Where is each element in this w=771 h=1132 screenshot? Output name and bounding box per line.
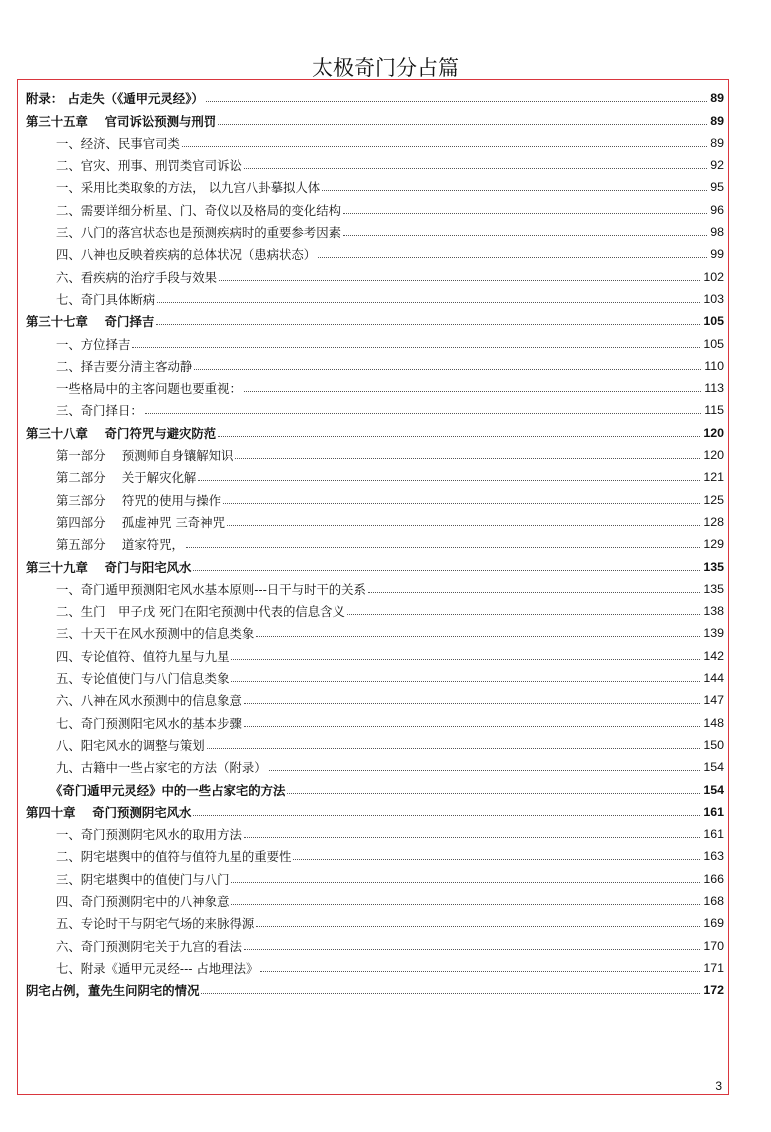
toc-entry-page-number: 154 [703,782,724,797]
toc-section-entry[interactable] [26,530,724,552]
toc-entry-page-number: 121 [703,470,724,485]
toc-entry-page-number: 171 [703,960,724,975]
toc-entry-page-number: 147 [703,693,724,708]
toc-entry-page-number: 92 [710,158,724,173]
toc-dot-leader [368,592,700,593]
toc-section-entry[interactable] [26,775,724,797]
toc-dot-leader [347,614,700,615]
toc-dot-leader [287,793,700,794]
toc-dot-leader [244,703,700,704]
toc-dot-leader [223,503,700,504]
toc-entry-label: 五、专论值使门与八门信息类象 [56,671,230,687]
toc-dot-leader [206,101,707,102]
toc-entry-page-number: 120 [703,425,724,440]
toc-entry-label: 第三十七章 奇门择吉 [26,314,155,330]
toc-entry-page-number: 135 [703,581,724,596]
toc-entry-label: 二、需要详细分析星、门、奇仪以及格局的变化结构 [56,202,341,218]
toc-entry-page-number: 172 [703,983,724,998]
toc-entry-page-number: 169 [703,916,724,931]
toc-dot-leader [322,190,707,191]
toc-dot-leader [318,257,707,258]
toc-entry-page-number: 89 [710,113,724,128]
toc-section-entry[interactable] [26,352,724,374]
toc-dot-leader [256,926,700,927]
toc-entry-page-number: 96 [710,202,724,217]
toc-entry-page-number: 148 [703,715,724,730]
toc-dot-leader [231,659,700,660]
toc-section-entry[interactable] [26,218,724,240]
toc-entry-label: 七、奇门具体断病 [56,291,156,307]
toc-entry-label: 第三部分 符咒的使用与操作 [56,492,222,508]
toc-entry-label: 第五部分 道家符咒， [56,537,184,553]
toc-chapter-entry[interactable] [26,84,724,106]
toc-dot-leader [244,726,700,727]
toc-entry-page-number: 168 [703,893,724,908]
toc-entry-page-number: 95 [710,180,724,195]
toc-dot-leader [198,480,700,481]
toc-entry-page-number: 115 [704,403,724,418]
toc-entry-page-number: 163 [703,849,724,864]
toc-dot-leader [201,993,700,994]
toc-chapter-entry[interactable] [26,106,724,128]
toc-chapter-entry[interactable] [26,307,724,329]
toc-section-entry[interactable] [26,129,724,151]
toc-dot-leader [269,770,701,771]
toc-section-entry[interactable] [26,708,724,730]
toc-section-entry[interactable] [26,262,724,284]
toc-section-entry[interactable] [26,329,724,351]
toc-section-entry[interactable] [26,463,724,485]
toc-entry-page-number: 110 [704,358,724,373]
toc-entry-label: 四、奇门预测阴宅中的八神象意 [56,893,230,909]
toc-dot-leader [231,882,700,883]
toc-dot-leader [244,168,707,169]
toc-entry-label: 六、八神在风水预测中的信息象意 [56,693,242,709]
toc-entry-label: 五、专论时干与阴宅气场的来脉得源 [56,916,255,932]
toc-entry-page-number: 154 [703,760,724,775]
toc-section-entry[interactable] [26,842,724,864]
toc-entry-page-number: 161 [703,827,724,842]
toc-dot-leader [244,837,700,838]
toc-section-entry[interactable] [26,887,724,909]
toc-dot-leader [207,748,701,749]
toc-section-entry[interactable] [26,753,724,775]
toc-entry-page-number: 170 [703,938,724,953]
toc-section-entry[interactable] [26,909,724,931]
toc-entry-label: 第二部分 关于解灾化解 [56,470,197,486]
toc-entry-label: 七、奇门预测阳宅风水的基本步骤 [56,715,242,731]
toc-dot-leader [244,391,701,392]
toc-entry-label: 四、专论值符、值符九星与九星 [56,648,230,664]
toc-dot-leader [260,971,700,972]
toc-dot-leader [182,146,707,147]
toc-dot-leader [227,525,700,526]
toc-entry-page-number: 113 [704,381,724,396]
toc-entry-page-number: 105 [703,336,724,351]
toc-section-entry[interactable] [26,664,724,686]
toc-entry-page-number: 89 [710,135,724,150]
toc-section-entry[interactable] [26,173,724,195]
toc-entry-page-number: 129 [703,537,724,552]
toc-entry-page-number: 150 [703,737,724,752]
toc-section-entry[interactable] [26,285,724,307]
toc-entry-page-number: 144 [703,671,724,686]
toc-entry-label: 三、十天干在风水预测中的信息类象 [56,626,255,642]
toc-entry-label: 七、附录《遁甲元灵经--- 占地理法》 [56,960,259,976]
toc-entry-label: 三、阴宅堪舆中的值使门与八门 [56,871,230,887]
toc-section-entry[interactable] [26,485,724,507]
toc-entry-label: 《奇门遁甲元灵经》中的一些占家宅的方法 [50,782,286,798]
toc-entry-label: 第三十九章 奇门与阳宅风水 [26,559,192,575]
toc-entry-label: 二、阴宅堪舆中的值符与值符九星的重要性 [56,849,292,865]
toc-section-entry[interactable] [26,619,724,641]
toc-entry-label: 第四部分 孤虚神咒 三奇神咒 [56,514,225,530]
toc-dot-leader [194,369,701,370]
toc-dot-leader [343,235,707,236]
toc-entry-page-number: 99 [710,247,724,262]
toc-dot-leader [186,547,700,548]
toc-entry-page-number: 138 [703,604,724,619]
toc-dot-leader [218,124,707,125]
toc-entry-label: 九、古籍中一些占家宅的方法（附录） [56,760,267,776]
toc-entry-label: 一、经济、民事官司类 [56,135,180,151]
toc-dot-leader [193,815,700,816]
toc-entry-label: 二、择吉要分清主客动静 [56,358,193,374]
toc-entry-label: 二、生门 甲子戊 死门在阳宅预测中代表的信息含义 [56,604,345,620]
toc-entry-label: 四、八神也反映着疾病的总体状况（患病状态） [56,247,317,263]
toc-entry-label: 第三十八章 奇门符咒与避灾防范 [26,425,217,441]
toc-section-entry[interactable] [26,396,724,418]
toc-entry-page-number: 105 [703,314,724,329]
toc-section-entry[interactable] [26,441,724,463]
toc-section-entry[interactable] [26,575,724,597]
toc-dot-leader [157,302,700,303]
toc-entry-page-number: 102 [703,269,724,284]
toc-section-entry[interactable] [26,731,724,753]
toc-chapter-entry[interactable] [26,798,724,820]
toc-entry-label: 六、看疾病的治疗手段与效果 [56,269,218,285]
toc-entry-page-number: 166 [703,871,724,886]
toc-entry-label: 三、八门的落宫状态也是预测疾病时的重要参考因素 [56,225,341,241]
toc-entry-label: 一、奇门预测阴宅风水的取用方法 [56,827,242,843]
toc-section-entry[interactable] [26,195,724,217]
toc-entry-label: 阴宅占例，董先生问阴宅的情况 [26,983,200,999]
toc-dot-leader [231,681,700,682]
toc-entry-label: 第一部分 预测师自身镶解知识 [56,448,234,464]
toc-dot-leader [219,280,700,281]
toc-entry-page-number: 161 [703,804,724,819]
toc-entry-page-number: 142 [703,648,724,663]
toc-entry-label: 二、官灾、刑事、刑罚类官司诉讼 [56,158,242,174]
toc-chapter-entry[interactable] [26,552,724,574]
toc-entry-page-number: 120 [703,448,724,463]
toc-section-entry[interactable] [26,597,724,619]
toc-dot-leader [145,413,702,414]
toc-entry-page-number: 103 [703,291,724,306]
toc-section-entry[interactable] [26,931,724,953]
toc-section-entry[interactable] [26,864,724,886]
toc-chapter-entry[interactable] [26,418,724,440]
toc-entry-label: 一、奇门遁甲预测阳宅风水基本原则---日干与时干的关系 [56,581,366,597]
toc-dot-leader [293,859,700,860]
toc-dot-leader [235,458,700,459]
toc-dot-leader [256,636,700,637]
toc-entry-label: 八、阳宅风水的调整与策划 [56,737,205,753]
toc-entry-label: 第四十章 奇门预测阴宅风水 [26,804,192,820]
toc-entry-label: 第三十五章 官司诉讼预测与刑罚 [26,113,217,129]
toc-section-entry[interactable] [26,686,724,708]
toc-entry-page-number: 139 [703,626,724,641]
table-of-contents [26,84,724,998]
toc-section-entry[interactable] [26,508,724,530]
toc-dot-leader [193,570,700,571]
toc-section-entry[interactable] [26,240,724,262]
toc-entry-label: 三、奇门择日： [56,403,143,419]
toc-chapter-entry[interactable] [26,976,724,998]
toc-entry-page-number: 135 [703,559,724,574]
toc-section-entry[interactable] [26,954,724,976]
toc-section-entry[interactable] [26,641,724,663]
toc-entry-label: 附录： 占走失（《遁甲元灵经》） [26,91,204,107]
toc-entry-label: 一、方位择吉 [56,336,131,352]
toc-entry-page-number: 128 [703,514,724,529]
toc-section-entry[interactable] [26,374,724,396]
toc-section-entry[interactable] [26,820,724,842]
toc-dot-leader [132,347,700,348]
toc-entry-page-number: 89 [710,91,724,106]
toc-entry-label: 一、采用比类取象的方法， 以九宫八卦摹拟人体 [56,180,321,196]
page-title: 太极奇门分占篇 [312,56,459,80]
toc-section-entry[interactable] [26,151,724,173]
toc-dot-leader [244,949,700,950]
toc-entry-label: 一些格局中的主客问题也要重视： [56,381,242,397]
toc-dot-leader [343,213,707,214]
toc-dot-leader [231,904,700,905]
toc-entry-page-number: 125 [703,492,724,507]
toc-dot-leader [156,324,700,325]
toc-entry-page-number: 98 [710,225,724,240]
toc-dot-leader [218,436,700,437]
toc-entry-label: 六、奇门预测阴宅关于九宫的看法 [56,938,242,954]
page-number: 3 [715,1079,722,1093]
